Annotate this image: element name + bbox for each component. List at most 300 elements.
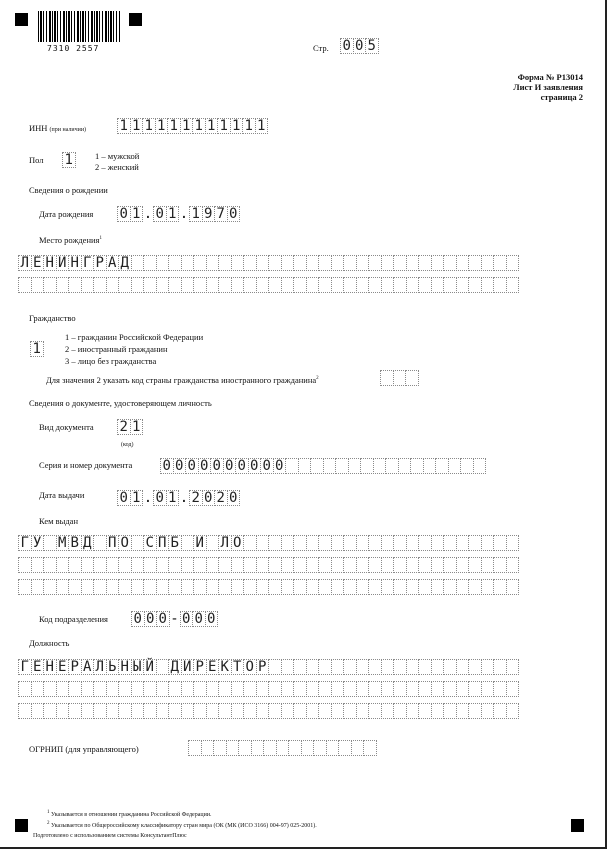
char-cell[interactable]: [213, 740, 227, 756]
char-cell[interactable]: Г: [81, 255, 95, 271]
char-cell[interactable]: 0: [223, 458, 237, 474]
char-cell[interactable]: 2: [117, 419, 131, 435]
char-cell[interactable]: [43, 681, 57, 697]
char-cell[interactable]: [243, 277, 257, 293]
char-cell[interactable]: [268, 703, 282, 719]
page-number-field[interactable]: [340, 38, 379, 54]
char-cell[interactable]: [368, 659, 382, 675]
char-cell[interactable]: [243, 681, 257, 697]
position-line-3[interactable]: [18, 703, 519, 719]
char-cell[interactable]: [318, 703, 332, 719]
char-cell[interactable]: [181, 681, 195, 697]
char-cell[interactable]: 0: [210, 458, 224, 474]
char-cell[interactable]: [18, 277, 32, 293]
char-cell[interactable]: О: [243, 659, 257, 675]
char-cell[interactable]: [206, 579, 220, 595]
char-cell[interactable]: [206, 681, 220, 697]
char-cell[interactable]: С: [143, 535, 157, 551]
char-cell[interactable]: [431, 681, 445, 697]
char-cell[interactable]: Т: [231, 659, 245, 675]
char-cell[interactable]: 0: [144, 611, 158, 627]
char-cell[interactable]: [143, 277, 157, 293]
char-cell[interactable]: [443, 277, 457, 293]
char-cell[interactable]: [431, 277, 445, 293]
char-cell[interactable]: [356, 255, 370, 271]
char-cell[interactable]: [81, 703, 95, 719]
char-cell[interactable]: Д: [168, 659, 182, 675]
char-cell[interactable]: [406, 277, 420, 293]
char-cell[interactable]: 0: [273, 458, 287, 474]
char-cell[interactable]: [293, 681, 307, 697]
char-cell[interactable]: [281, 659, 295, 675]
char-cell[interactable]: 1: [130, 490, 144, 506]
char-cell[interactable]: 1: [166, 490, 180, 506]
char-cell[interactable]: И: [181, 659, 195, 675]
char-cell[interactable]: [276, 740, 290, 756]
char-cell[interactable]: [506, 255, 520, 271]
char-cell[interactable]: [318, 681, 332, 697]
char-cell[interactable]: [468, 255, 482, 271]
char-cell[interactable]: [418, 703, 432, 719]
char-cell[interactable]: [268, 277, 282, 293]
char-cell[interactable]: [331, 703, 345, 719]
char-cell[interactable]: 0: [160, 458, 174, 474]
char-cell[interactable]: [118, 557, 132, 573]
char-cell[interactable]: [331, 535, 345, 551]
issue-date-field[interactable]: 0 1 . 0 1 . 2 0 2 0: [117, 490, 240, 506]
char-cell[interactable]: 0: [353, 38, 367, 54]
char-cell[interactable]: 0: [192, 611, 206, 627]
char-cell[interactable]: [168, 277, 182, 293]
char-cell[interactable]: [493, 579, 507, 595]
char-cell[interactable]: [431, 659, 445, 675]
char-cell[interactable]: [193, 277, 207, 293]
char-cell[interactable]: 1: [62, 152, 76, 168]
char-cell[interactable]: [406, 535, 420, 551]
char-cell[interactable]: У: [31, 535, 45, 551]
char-cell[interactable]: [306, 659, 320, 675]
char-cell[interactable]: [281, 703, 295, 719]
char-cell[interactable]: 1: [142, 118, 156, 134]
char-cell[interactable]: [256, 255, 270, 271]
char-cell[interactable]: А: [81, 659, 95, 675]
char-cell[interactable]: [381, 579, 395, 595]
char-cell[interactable]: [156, 703, 170, 719]
char-cell[interactable]: [218, 703, 232, 719]
char-cell[interactable]: [326, 740, 340, 756]
char-cell[interactable]: [363, 740, 377, 756]
char-cell[interactable]: [356, 703, 370, 719]
char-cell[interactable]: [493, 277, 507, 293]
char-cell[interactable]: [356, 681, 370, 697]
char-cell[interactable]: [423, 458, 437, 474]
document-number-field[interactable]: [160, 458, 486, 474]
char-cell[interactable]: [301, 740, 315, 756]
char-cell[interactable]: К: [218, 659, 232, 675]
char-cell[interactable]: [256, 277, 270, 293]
char-cell[interactable]: [56, 277, 70, 293]
char-cell[interactable]: [118, 703, 132, 719]
char-cell[interactable]: [143, 255, 157, 271]
char-cell[interactable]: 2: [214, 490, 228, 506]
char-cell[interactable]: 0: [198, 458, 212, 474]
char-cell[interactable]: [193, 255, 207, 271]
char-cell[interactable]: [468, 535, 482, 551]
char-cell[interactable]: [268, 255, 282, 271]
char-cell[interactable]: М: [56, 535, 70, 551]
char-cell[interactable]: [343, 557, 357, 573]
char-cell[interactable]: [256, 703, 270, 719]
char-cell[interactable]: [131, 579, 145, 595]
char-cell[interactable]: [343, 681, 357, 697]
char-cell[interactable]: [206, 535, 220, 551]
char-cell[interactable]: [481, 659, 495, 675]
division-code-field[interactable]: 0 0 0 - 0 0 0: [131, 611, 218, 627]
issued-by-line-1[interactable]: [18, 535, 519, 551]
char-cell[interactable]: [506, 557, 520, 573]
char-cell[interactable]: [393, 557, 407, 573]
char-cell[interactable]: [393, 370, 407, 386]
issued-by-line-3[interactable]: [18, 579, 519, 595]
char-cell[interactable]: [506, 681, 520, 697]
char-cell[interactable]: [468, 659, 482, 675]
char-cell[interactable]: Л: [18, 255, 32, 271]
char-cell[interactable]: 1: [205, 118, 219, 134]
char-cell[interactable]: [381, 659, 395, 675]
char-cell[interactable]: [231, 703, 245, 719]
char-cell[interactable]: [193, 579, 207, 595]
char-cell[interactable]: [343, 277, 357, 293]
char-cell[interactable]: [468, 579, 482, 595]
char-cell[interactable]: [68, 703, 82, 719]
char-cell[interactable]: [31, 703, 45, 719]
char-cell[interactable]: [481, 579, 495, 595]
char-cell[interactable]: [368, 255, 382, 271]
char-cell[interactable]: [356, 557, 370, 573]
char-cell[interactable]: Г: [18, 535, 32, 551]
char-cell[interactable]: [393, 255, 407, 271]
birth-place-line-2[interactable]: [18, 277, 519, 293]
char-cell[interactable]: [106, 579, 120, 595]
sex-field[interactable]: [62, 152, 76, 168]
char-cell[interactable]: Е: [31, 255, 45, 271]
char-cell[interactable]: [331, 681, 345, 697]
char-cell[interactable]: [406, 255, 420, 271]
char-cell[interactable]: [338, 740, 352, 756]
char-cell[interactable]: [18, 579, 32, 595]
char-cell[interactable]: 1: [180, 118, 194, 134]
char-cell[interactable]: [156, 277, 170, 293]
char-cell[interactable]: [368, 703, 382, 719]
char-cell[interactable]: 1: [192, 118, 206, 134]
char-cell[interactable]: [193, 703, 207, 719]
char-cell[interactable]: 1: [130, 206, 144, 222]
char-cell[interactable]: [343, 255, 357, 271]
char-cell[interactable]: [281, 579, 295, 595]
char-cell[interactable]: [306, 579, 320, 595]
char-cell[interactable]: Е: [56, 659, 70, 675]
char-cell[interactable]: [43, 703, 57, 719]
char-cell[interactable]: 1: [117, 118, 131, 134]
char-cell[interactable]: П: [106, 535, 120, 551]
char-cell[interactable]: [506, 277, 520, 293]
char-cell[interactable]: [268, 659, 282, 675]
char-cell[interactable]: [456, 703, 470, 719]
char-cell[interactable]: [393, 277, 407, 293]
char-cell[interactable]: [181, 277, 195, 293]
char-cell[interactable]: [381, 703, 395, 719]
char-cell[interactable]: [281, 535, 295, 551]
char-cell[interactable]: [131, 681, 145, 697]
char-cell[interactable]: [456, 277, 470, 293]
char-cell[interactable]: [368, 277, 382, 293]
char-cell[interactable]: [143, 681, 157, 697]
char-cell[interactable]: 0: [227, 206, 241, 222]
char-cell[interactable]: [381, 535, 395, 551]
char-cell[interactable]: [368, 681, 382, 697]
char-cell[interactable]: [331, 255, 345, 271]
char-cell[interactable]: [81, 681, 95, 697]
char-cell[interactable]: 0: [227, 490, 241, 506]
char-cell[interactable]: [506, 535, 520, 551]
char-cell[interactable]: [481, 255, 495, 271]
char-cell[interactable]: [393, 579, 407, 595]
char-cell[interactable]: [460, 458, 474, 474]
char-cell[interactable]: 0: [340, 38, 354, 54]
country-code-field[interactable]: [380, 370, 419, 386]
char-cell[interactable]: [343, 579, 357, 595]
char-cell[interactable]: [468, 703, 482, 719]
char-cell[interactable]: [18, 703, 32, 719]
ogrnip-field[interactable]: [188, 740, 377, 756]
char-cell[interactable]: [218, 557, 232, 573]
char-cell[interactable]: [93, 681, 107, 697]
char-cell[interactable]: 0: [173, 458, 187, 474]
position-line-2[interactable]: [18, 681, 519, 697]
char-cell[interactable]: Р: [256, 659, 270, 675]
char-cell[interactable]: 1: [166, 206, 180, 222]
char-cell[interactable]: [143, 579, 157, 595]
char-cell[interactable]: [43, 535, 57, 551]
char-cell[interactable]: [406, 659, 420, 675]
char-cell[interactable]: [306, 703, 320, 719]
char-cell[interactable]: [393, 681, 407, 697]
char-cell[interactable]: Н: [43, 659, 57, 675]
char-cell[interactable]: [393, 535, 407, 551]
char-cell[interactable]: [435, 458, 449, 474]
char-cell[interactable]: 1: [155, 118, 169, 134]
char-cell[interactable]: [306, 535, 320, 551]
char-cell[interactable]: [506, 659, 520, 675]
char-cell[interactable]: Г: [18, 659, 32, 675]
char-cell[interactable]: [456, 681, 470, 697]
char-cell[interactable]: [406, 703, 420, 719]
char-cell[interactable]: [93, 703, 107, 719]
char-cell[interactable]: [43, 277, 57, 293]
char-cell[interactable]: [106, 557, 120, 573]
char-cell[interactable]: Р: [68, 659, 82, 675]
char-cell[interactable]: Ь: [106, 659, 120, 675]
char-cell[interactable]: [468, 681, 482, 697]
char-cell[interactable]: [168, 703, 182, 719]
char-cell[interactable]: [243, 535, 257, 551]
char-cell[interactable]: [443, 703, 457, 719]
char-cell[interactable]: [93, 579, 107, 595]
char-cell[interactable]: [206, 703, 220, 719]
char-cell[interactable]: [356, 535, 370, 551]
char-cell[interactable]: 0: [205, 611, 219, 627]
char-cell[interactable]: [201, 740, 215, 756]
citizenship-field[interactable]: [30, 341, 44, 357]
char-cell[interactable]: [293, 277, 307, 293]
char-cell[interactable]: [406, 681, 420, 697]
char-cell[interactable]: [256, 579, 270, 595]
char-cell[interactable]: [331, 659, 345, 675]
char-cell[interactable]: [281, 255, 295, 271]
char-cell[interactable]: [343, 659, 357, 675]
char-cell[interactable]: [318, 659, 332, 675]
char-cell[interactable]: [81, 557, 95, 573]
char-cell[interactable]: 0: [202, 490, 216, 506]
char-cell[interactable]: [218, 255, 232, 271]
char-cell[interactable]: [218, 277, 232, 293]
char-cell[interactable]: [231, 681, 245, 697]
char-cell[interactable]: [256, 681, 270, 697]
char-cell[interactable]: [156, 255, 170, 271]
char-cell[interactable]: [331, 277, 345, 293]
char-cell[interactable]: [285, 458, 299, 474]
char-cell[interactable]: [243, 579, 257, 595]
char-cell[interactable]: [168, 557, 182, 573]
char-cell[interactable]: [348, 458, 362, 474]
char-cell[interactable]: [356, 659, 370, 675]
char-cell[interactable]: [231, 277, 245, 293]
char-cell[interactable]: [268, 579, 282, 595]
char-cell[interactable]: [81, 579, 95, 595]
char-cell[interactable]: [168, 255, 182, 271]
char-cell[interactable]: [143, 557, 157, 573]
char-cell[interactable]: [443, 535, 457, 551]
char-cell[interactable]: [68, 277, 82, 293]
char-cell[interactable]: 1: [230, 118, 244, 134]
char-cell[interactable]: Б: [168, 535, 182, 551]
char-cell[interactable]: [31, 579, 45, 595]
birth-place-line-1[interactable]: [18, 255, 519, 271]
char-cell[interactable]: [456, 535, 470, 551]
char-cell[interactable]: [281, 277, 295, 293]
char-cell[interactable]: 1: [189, 206, 203, 222]
char-cell[interactable]: [118, 681, 132, 697]
char-cell[interactable]: [431, 557, 445, 573]
char-cell[interactable]: [310, 458, 324, 474]
char-cell[interactable]: [443, 579, 457, 595]
char-cell[interactable]: [56, 681, 70, 697]
char-cell[interactable]: [393, 703, 407, 719]
char-cell[interactable]: [268, 681, 282, 697]
char-cell[interactable]: [385, 458, 399, 474]
char-cell[interactable]: [106, 277, 120, 293]
char-cell[interactable]: [293, 255, 307, 271]
char-cell[interactable]: О: [231, 535, 245, 551]
char-cell[interactable]: [410, 458, 424, 474]
char-cell[interactable]: [131, 255, 145, 271]
char-cell[interactable]: [473, 458, 487, 474]
char-cell[interactable]: [268, 535, 282, 551]
char-cell[interactable]: Е: [206, 659, 220, 675]
char-cell[interactable]: Р: [193, 659, 207, 675]
char-cell[interactable]: [493, 659, 507, 675]
char-cell[interactable]: [493, 557, 507, 573]
char-cell[interactable]: [231, 579, 245, 595]
char-cell[interactable]: И: [56, 255, 70, 271]
char-cell[interactable]: [68, 681, 82, 697]
char-cell[interactable]: [418, 681, 432, 697]
char-cell[interactable]: 9: [202, 206, 216, 222]
char-cell[interactable]: [373, 458, 387, 474]
char-cell[interactable]: [443, 255, 457, 271]
char-cell[interactable]: 0: [248, 458, 262, 474]
char-cell[interactable]: [181, 703, 195, 719]
char-cell[interactable]: [335, 458, 349, 474]
char-cell[interactable]: [293, 659, 307, 675]
char-cell[interactable]: [306, 255, 320, 271]
char-cell[interactable]: [156, 579, 170, 595]
char-cell[interactable]: [481, 681, 495, 697]
char-cell[interactable]: 0: [131, 611, 145, 627]
char-cell[interactable]: [181, 579, 195, 595]
char-cell[interactable]: [256, 557, 270, 573]
char-cell[interactable]: [298, 458, 312, 474]
char-cell[interactable]: [343, 535, 357, 551]
char-cell[interactable]: Н: [118, 659, 132, 675]
char-cell[interactable]: [443, 659, 457, 675]
char-cell[interactable]: [368, 535, 382, 551]
char-cell[interactable]: [318, 557, 332, 573]
char-cell[interactable]: [181, 255, 195, 271]
char-cell[interactable]: [156, 659, 170, 675]
char-cell[interactable]: [118, 277, 132, 293]
char-cell[interactable]: [206, 557, 220, 573]
char-cell[interactable]: 1: [30, 341, 44, 357]
char-cell[interactable]: [406, 557, 420, 573]
char-cell[interactable]: [193, 681, 207, 697]
char-cell[interactable]: [218, 579, 232, 595]
char-cell[interactable]: [243, 255, 257, 271]
char-cell[interactable]: [293, 703, 307, 719]
char-cell[interactable]: 1: [167, 118, 181, 134]
char-cell[interactable]: [206, 277, 220, 293]
char-cell[interactable]: [318, 579, 332, 595]
char-cell[interactable]: И: [193, 535, 207, 551]
char-cell[interactable]: [243, 557, 257, 573]
char-cell[interactable]: 0: [235, 458, 249, 474]
char-cell[interactable]: [193, 557, 207, 573]
char-cell[interactable]: [18, 557, 32, 573]
char-cell[interactable]: 0: [156, 611, 170, 627]
char-cell[interactable]: 0: [180, 611, 194, 627]
char-cell[interactable]: [393, 659, 407, 675]
char-cell[interactable]: [43, 557, 57, 573]
char-cell[interactable]: [481, 703, 495, 719]
char-cell[interactable]: [243, 703, 257, 719]
char-cell[interactable]: [56, 703, 70, 719]
char-cell[interactable]: [106, 681, 120, 697]
char-cell[interactable]: [431, 579, 445, 595]
char-cell[interactable]: [456, 255, 470, 271]
char-cell[interactable]: [456, 579, 470, 595]
char-cell[interactable]: [168, 579, 182, 595]
char-cell[interactable]: [418, 255, 432, 271]
